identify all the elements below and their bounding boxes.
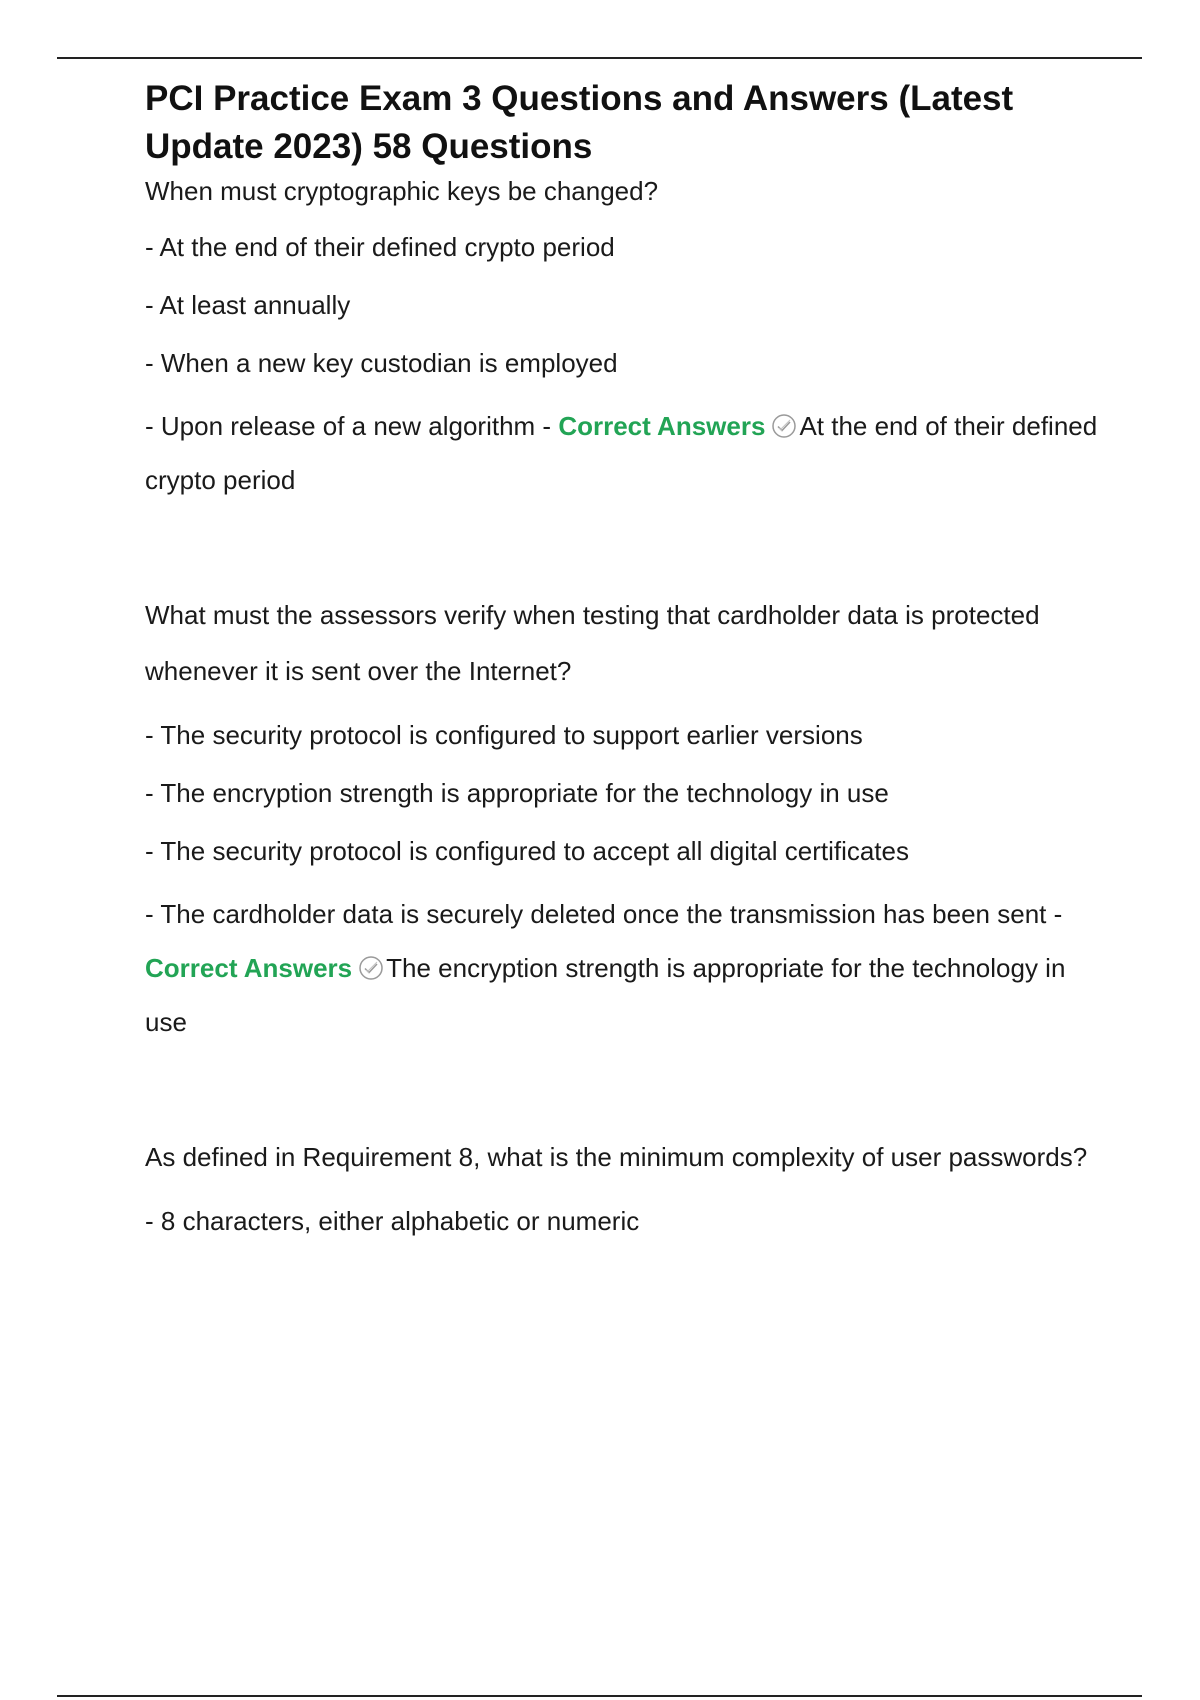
document-title: PCI Practice Exam 3 Questions and Answers (Latest Update 2023) 58 Questions: [145, 79, 1014, 166]
top-rule: [57, 57, 1142, 59]
check-circle-icon: [771, 413, 797, 439]
question-block-3: [145, 1129, 1105, 1243]
answer-text: At the end of their defined crypto period: [145, 411, 1098, 495]
option-item: - When a new key custodian is employed: [145, 348, 618, 378]
document-body: [145, 75, 1105, 1243]
option-item: - Upon release of a new algorithm -: [145, 411, 559, 441]
question-text: What must the assessors verify when testing that cardholder data is protected whenever it is sent over the Internet?: [145, 600, 1040, 686]
correct-answers-label: Correct Answers: [558, 411, 766, 441]
bottom-rule: [57, 1695, 1142, 1697]
question-block-1: [145, 171, 1105, 507]
correct-answers-label: Correct Answers: [145, 953, 353, 983]
option-item: - The security protocol is configured to support earlier versions: [145, 720, 863, 750]
option-with-answer: [145, 399, 1105, 507]
option-item: - The cardholder data is securely deleted once the transmission has been sent -: [145, 899, 1063, 929]
question-block-2: [145, 587, 1105, 1049]
question-text: As defined in Requirement 8, what is the minimum complexity of user passwords?: [145, 1142, 1088, 1172]
option-item: - The security protocol is configured to accept all digital certificates: [145, 836, 909, 866]
answer-text: The encryption strength is appropriate for the technology in use: [145, 953, 1066, 1037]
option-item: - At the end of their defined crypto period: [145, 232, 615, 262]
check-circle-icon: [358, 955, 384, 981]
option-item: - The encryption strength is appropriate for the technology in use: [145, 778, 889, 808]
option-item: - 8 characters, either alphabetic or numeric: [145, 1206, 640, 1236]
question-text: When must cryptographic keys be changed?: [145, 176, 659, 206]
option-with-answer: [145, 887, 1105, 1049]
option-item: - At least annually: [145, 290, 351, 320]
